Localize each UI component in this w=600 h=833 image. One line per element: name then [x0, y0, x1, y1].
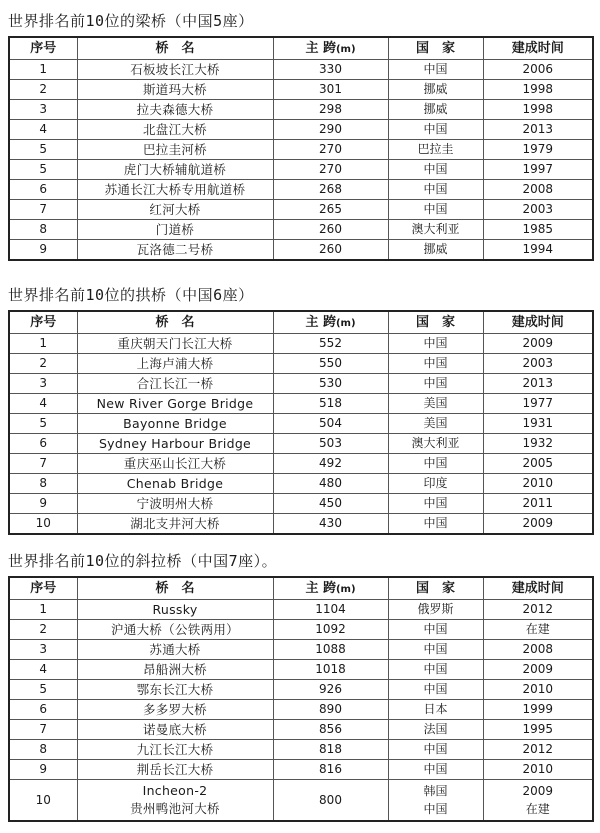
completion-year-cell: 2003	[483, 200, 593, 220]
main-span-cell: 818	[273, 740, 388, 760]
row-number-cell: 5	[9, 160, 77, 180]
header-name: 桥 名	[77, 37, 273, 60]
row-number-cell: 4	[9, 660, 77, 680]
country-cell: 中国	[388, 374, 483, 394]
table-row	[9, 434, 593, 454]
country-cell: 挪威	[388, 80, 483, 100]
bridge-name-cell: 沪通大桥（公铁两用）	[77, 620, 273, 640]
arch-bridges-table	[8, 310, 594, 535]
completion-year-cell: 2013	[483, 120, 593, 140]
country-cell: 中国	[388, 60, 483, 80]
header-country: 国 家	[388, 577, 483, 600]
main-span-cell: 260	[273, 240, 388, 261]
table-row	[9, 220, 593, 240]
cable-stayed-bridges-table	[8, 576, 594, 822]
row-number-cell: 4	[9, 120, 77, 140]
main-span-cell: 816	[273, 760, 388, 780]
bridge-name-cell: Bayonne Bridge	[77, 414, 273, 434]
table-row	[9, 494, 593, 514]
row-number-cell: 7	[9, 200, 77, 220]
completion-year-cell: 1985	[483, 220, 593, 240]
row-number-cell: 8	[9, 740, 77, 760]
row-number-cell: 2	[9, 354, 77, 374]
bridge-name-cell: 虎门大桥辅航道桥	[77, 160, 273, 180]
completion-year-cell-line-2: 在建	[525, 802, 550, 816]
bridge-name-cell: Russky	[77, 600, 273, 620]
bridge-name-cell: 门道桥	[77, 220, 273, 240]
bridge-name-cell: 鄂东长江大桥	[77, 680, 273, 700]
table-row	[9, 740, 593, 760]
country-cell: 中国	[388, 200, 483, 220]
main-span-cell: 890	[273, 700, 388, 720]
header-span-unit: (m)	[335, 43, 356, 55]
table-row	[9, 394, 593, 414]
header-span-label: 主 跨	[305, 40, 336, 56]
main-span-cell: 503	[273, 434, 388, 454]
bridge-name-cell: 巴拉圭河桥	[77, 140, 273, 160]
main-span-cell: 504	[273, 414, 388, 434]
table-row	[9, 60, 593, 80]
country-cell	[388, 780, 483, 822]
row-number-cell: 1	[9, 600, 77, 620]
completion-year-cell: 2010	[483, 680, 593, 700]
main-span-cell: 270	[273, 160, 388, 180]
bridge-name-cell: 湖北支井河大桥	[77, 514, 273, 535]
country-cell: 中国	[388, 454, 483, 474]
bridge-name-cell: Sydney Harbour Bridge	[77, 434, 273, 454]
section-title: 世界排名前10位的拱桥（中国6座）	[8, 286, 254, 304]
table-row	[9, 200, 593, 220]
main-span-cell: 268	[273, 180, 388, 200]
bridge-name-cell: 昂船洲大桥	[77, 660, 273, 680]
table-row	[9, 80, 593, 100]
bridge-name-cell: 九江长江大桥	[77, 740, 273, 760]
bridge-name-cell: 苏通长江大桥专用航道桥	[77, 180, 273, 200]
bridge-name-cell: 宁波明州大桥	[77, 494, 273, 514]
completion-year-cell: 2009	[483, 514, 593, 535]
table-row	[9, 414, 593, 434]
header-span-unit: (m)	[335, 317, 356, 329]
table-header-row	[9, 577, 593, 600]
header-span	[273, 37, 388, 60]
table-row	[9, 140, 593, 160]
completion-year-cell: 2003	[483, 354, 593, 374]
bridge-name-cell: 拉夫森德大桥	[77, 100, 273, 120]
completion-year-cell: 2008	[483, 180, 593, 200]
row-number-cell: 1	[9, 60, 77, 80]
country-cell: 俄罗斯	[388, 600, 483, 620]
bridge-name-cell: 重庆巫山长江大桥	[77, 454, 273, 474]
completion-year-cell: 1977	[483, 394, 593, 414]
row-number-cell: 3	[9, 100, 77, 120]
main-span-cell: 518	[273, 394, 388, 414]
country-cell: 挪威	[388, 240, 483, 261]
row-number-cell: 8	[9, 220, 77, 240]
header-country: 国 家	[388, 37, 483, 60]
bridge-name-cell: 诺曼底大桥	[77, 720, 273, 740]
completion-year-cell: 2009	[483, 334, 593, 354]
main-span-cell: 480	[273, 474, 388, 494]
bridge-name-cell: 石板坡长江大桥	[77, 60, 273, 80]
row-number-cell: 10	[9, 780, 77, 822]
row-number-cell: 5	[9, 680, 77, 700]
header-country: 国 家	[388, 311, 483, 334]
main-span-cell: 1104	[273, 600, 388, 620]
completion-year-cell: 在建	[483, 620, 593, 640]
main-span-cell: 265	[273, 200, 388, 220]
table-row	[9, 780, 593, 822]
header-span-unit: (m)	[335, 583, 356, 595]
bridge-name-cell: 多多罗大桥	[77, 700, 273, 720]
table-row	[9, 680, 593, 700]
main-span-cell: 270	[273, 140, 388, 160]
completion-year-cell: 1999	[483, 700, 593, 720]
country-cell: 中国	[388, 620, 483, 640]
main-span-cell: 1092	[273, 620, 388, 640]
row-number-cell: 2	[9, 80, 77, 100]
main-span-cell: 301	[273, 80, 388, 100]
completion-year-cell: 1998	[483, 80, 593, 100]
header-span-label: 主 跨	[305, 314, 336, 330]
completion-year-cell: 1994	[483, 240, 593, 261]
bridge-name-cell: 上海卢浦大桥	[77, 354, 273, 374]
table-row	[9, 700, 593, 720]
country-cell: 中国	[388, 740, 483, 760]
row-number-cell: 4	[9, 394, 77, 414]
bridge-name-cell-line-1: Incheon-2	[142, 783, 208, 798]
table-row	[9, 334, 593, 354]
table-row	[9, 600, 593, 620]
bridge-name-cell: 苏通大桥	[77, 640, 273, 660]
completion-year-cell: 2010	[483, 474, 593, 494]
table-body	[9, 334, 593, 535]
country-cell-line-2: 中国	[423, 802, 448, 816]
table-body	[9, 60, 593, 261]
completion-year-cell: 2011	[483, 494, 593, 514]
row-number-cell: 7	[9, 454, 77, 474]
table-row	[9, 640, 593, 660]
completion-year-cell: 1995	[483, 720, 593, 740]
section-title: 世界排名前10位的斜拉桥（中国7座）。	[8, 552, 278, 570]
header-span	[273, 311, 388, 334]
country-cell: 印度	[388, 474, 483, 494]
main-span-cell: 492	[273, 454, 388, 474]
header-no: 序号	[9, 577, 77, 600]
country-cell: 中国	[388, 760, 483, 780]
table-row	[9, 514, 593, 535]
table-row	[9, 454, 593, 474]
main-span-cell: 430	[273, 514, 388, 535]
country-cell: 日本	[388, 700, 483, 720]
header-name: 桥 名	[77, 311, 273, 334]
table-row	[9, 120, 593, 140]
country-cell: 中国	[388, 640, 483, 660]
bridge-name-cell-line-2: 贵州鸭池河大桥	[130, 801, 220, 816]
main-span-cell: 260	[273, 220, 388, 240]
header-no: 序号	[9, 311, 77, 334]
row-number-cell: 6	[9, 434, 77, 454]
main-span-cell: 530	[273, 374, 388, 394]
table-row	[9, 160, 593, 180]
table-row	[9, 660, 593, 680]
main-span-cell: 926	[273, 680, 388, 700]
bridge-name-cell: Chenab Bridge	[77, 474, 273, 494]
completion-year-cell: 1997	[483, 160, 593, 180]
completion-year-cell: 2005	[483, 454, 593, 474]
main-span-cell: 552	[273, 334, 388, 354]
row-number-cell: 8	[9, 474, 77, 494]
country-cell: 美国	[388, 414, 483, 434]
row-number-cell: 10	[9, 514, 77, 535]
completion-year-cell: 2006	[483, 60, 593, 80]
row-number-cell: 9	[9, 494, 77, 514]
bridge-name-cell: 重庆朝天门长江大桥	[77, 334, 273, 354]
main-span-cell: 1088	[273, 640, 388, 660]
bridge-name-cell: 荆岳长江大桥	[77, 760, 273, 780]
table-body	[9, 600, 593, 822]
row-number-cell: 5	[9, 414, 77, 434]
completion-year-cell: 2009	[483, 660, 593, 680]
arch-bridges-section	[0, 280, 600, 535]
completion-year-cell: 1931	[483, 414, 593, 434]
table-row	[9, 620, 593, 640]
bridge-name-cell	[77, 780, 273, 822]
country-cell: 中国	[388, 354, 483, 374]
table-row	[9, 374, 593, 394]
header-name: 桥 名	[77, 577, 273, 600]
table-header-row	[9, 37, 593, 60]
header-no: 序号	[9, 37, 77, 60]
row-number-cell: 7	[9, 720, 77, 740]
country-cell: 中国	[388, 660, 483, 680]
row-number-cell: 5	[9, 140, 77, 160]
table-row	[9, 180, 593, 200]
table-row	[9, 354, 593, 374]
country-cell: 中国	[388, 180, 483, 200]
completion-year-cell	[483, 780, 593, 822]
main-span-cell: 330	[273, 60, 388, 80]
completion-year-cell: 2012	[483, 740, 593, 760]
main-span-cell: 550	[273, 354, 388, 374]
country-cell: 中国	[388, 514, 483, 535]
country-cell: 中国	[388, 160, 483, 180]
table-row	[9, 100, 593, 120]
header-span	[273, 577, 388, 600]
main-span-cell: 450	[273, 494, 388, 514]
country-cell: 美国	[388, 394, 483, 414]
main-span-cell: 290	[273, 120, 388, 140]
bridge-name-cell: 斯道玛大桥	[77, 80, 273, 100]
header-year: 建成时间	[483, 37, 593, 60]
table-row	[9, 240, 593, 261]
beam-bridges-section	[0, 6, 600, 261]
country-cell: 澳大利亚	[388, 220, 483, 240]
country-cell-line-1: 韩国	[423, 784, 448, 798]
country-cell: 中国	[388, 120, 483, 140]
main-span-cell: 298	[273, 100, 388, 120]
table-row	[9, 474, 593, 494]
main-span-cell: 800	[273, 780, 388, 822]
table-row	[9, 720, 593, 740]
completion-year-cell-line-1: 2009	[522, 784, 554, 798]
header-span-label: 主 跨	[305, 580, 336, 596]
header-year: 建成时间	[483, 311, 593, 334]
bridge-name-cell: 瓦洛德二号桥	[77, 240, 273, 261]
country-cell: 挪威	[388, 100, 483, 120]
completion-year-cell: 2010	[483, 760, 593, 780]
header-year: 建成时间	[483, 577, 593, 600]
bridge-name-cell: 红河大桥	[77, 200, 273, 220]
row-number-cell: 9	[9, 240, 77, 261]
beam-bridges-table	[8, 36, 594, 261]
table-header-row	[9, 311, 593, 334]
main-span-cell: 1018	[273, 660, 388, 680]
row-number-cell: 9	[9, 760, 77, 780]
completion-year-cell: 1932	[483, 434, 593, 454]
completion-year-cell: 2012	[483, 600, 593, 620]
completion-year-cell: 1998	[483, 100, 593, 120]
main-span-cell: 856	[273, 720, 388, 740]
country-cell: 中国	[388, 494, 483, 514]
bridge-name-cell: 合江长江一桥	[77, 374, 273, 394]
row-number-cell: 3	[9, 640, 77, 660]
row-number-cell: 6	[9, 700, 77, 720]
bridge-name-cell: 北盘江大桥	[77, 120, 273, 140]
row-number-cell: 3	[9, 374, 77, 394]
completion-year-cell: 1979	[483, 140, 593, 160]
cable-stayed-bridges-section	[0, 546, 600, 822]
section-title: 世界排名前10位的梁桥（中国5座）	[8, 12, 254, 30]
country-cell: 中国	[388, 680, 483, 700]
country-cell: 法国	[388, 720, 483, 740]
row-number-cell: 1	[9, 334, 77, 354]
country-cell: 巴拉圭	[388, 140, 483, 160]
country-cell: 中国	[388, 334, 483, 354]
row-number-cell: 2	[9, 620, 77, 640]
completion-year-cell: 2013	[483, 374, 593, 394]
country-cell: 澳大利亚	[388, 434, 483, 454]
row-number-cell: 6	[9, 180, 77, 200]
completion-year-cell: 2008	[483, 640, 593, 660]
bridge-name-cell: New River Gorge Bridge	[77, 394, 273, 414]
table-row	[9, 760, 593, 780]
